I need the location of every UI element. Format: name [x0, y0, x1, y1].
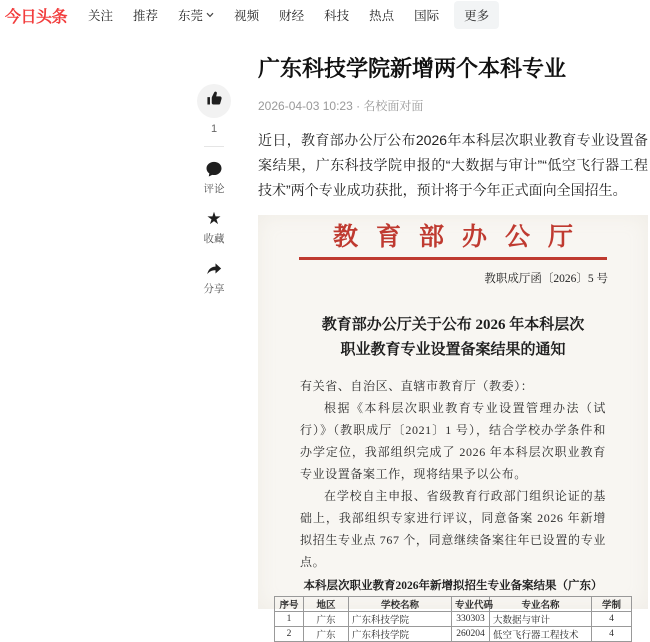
- article-meta: 2026-04-03 10:23 · 名校面对面: [258, 99, 424, 113]
- nav-item-recommend[interactable]: [128, 2, 163, 28]
- cell-major-name: 低空飞行器工程技术: [490, 627, 592, 642]
- cell-school: 广东科技学院: [349, 627, 452, 642]
- col-header-region: 地区: [304, 597, 349, 612]
- cell-duration: 4: [592, 627, 632, 642]
- cell-school: 广东科技学院: [349, 612, 452, 627]
- cell-major-name: 大数据与审计: [490, 612, 592, 627]
- like-button[interactable]: [197, 84, 231, 118]
- cell-major-code: 260204: [452, 627, 490, 642]
- cell-seq: 2: [275, 627, 304, 642]
- doc-title-line1: 教育部办公厅关于公布 2026 年本科层次: [321, 317, 585, 333]
- cell-region: 广东: [304, 627, 349, 642]
- doc-red-rule: [299, 257, 607, 260]
- doc-letterhead: 教育部办公厅: [332, 224, 591, 251]
- rail-divider: [204, 146, 224, 147]
- nav-item-tech[interactable]: [319, 2, 354, 28]
- col-header-major-code: 专业代码: [452, 597, 490, 612]
- doc-table-title: 本科层次职业教育2026年新增拟招生专业备案结果（广东）: [303, 580, 603, 592]
- nav-item-label: 视频: [234, 9, 260, 23]
- table-row: [275, 612, 632, 627]
- nav-item-video[interactable]: [229, 2, 264, 28]
- comment-icon: [197, 159, 231, 179]
- doc-title: [300, 313, 606, 363]
- favorite-label: 收藏: [203, 233, 225, 245]
- doc-title-line2: 职业教育专业设置备案结果的通知: [340, 342, 566, 358]
- cell-region: 广东: [304, 612, 349, 627]
- doc-salutation: 有关省、自治区、直辖市教育厅（教委）：: [300, 379, 534, 393]
- nav-item-label: 国际: [414, 9, 440, 23]
- share-icon: [197, 259, 231, 279]
- nav-item-label: 热点: [369, 9, 395, 23]
- doc-number: 教职成厅函〔2026〕5 号: [484, 273, 608, 285]
- document-image[interactable]: [258, 215, 648, 641]
- like-count: 1: [210, 123, 218, 135]
- doc-paragraph-1: 根据《本科层次职业教育专业设置管理办法（试行）》（教职成厅〔2021〕1 号），结合学校办学条件和办学定位，我部组织完成了 2026 年本科层次职业教育专业设置备案工作，现将结果予以公布。: [300, 401, 606, 481]
- col-header-major-name: 专业名称: [490, 597, 592, 612]
- nav-item-label: 科技: [324, 9, 350, 23]
- col-header-school: 学校名称: [349, 597, 452, 612]
- star-icon: ★: [206, 209, 222, 228]
- share-label: 分享: [203, 283, 225, 295]
- table-row: [275, 627, 632, 642]
- nav-item-label: 关注: [88, 9, 114, 23]
- cell-duration: 4: [592, 612, 632, 627]
- toutiao-logo[interactable]: 今日头条: [5, 8, 68, 26]
- thumbs-up-icon: [206, 90, 223, 112]
- favorite-button[interactable]: [197, 209, 231, 246]
- nav-item-label: 推荐: [133, 9, 159, 23]
- nav-more-label: 更多: [464, 9, 490, 23]
- nav-item-dongguan[interactable]: [173, 2, 219, 28]
- comment-label: 评论: [203, 183, 225, 195]
- doc-paragraph-2: 在学校自主申报、省级教育行政部门组织论证的基础上，我部组织专家进行评议，同意备案 2026 年新增拟招生专业点 767 个，同意继续备案往年已设置的专业点。: [300, 489, 606, 569]
- nav-item-finance[interactable]: [274, 2, 309, 28]
- doc-table: [274, 596, 632, 642]
- comment-button[interactable]: [197, 159, 231, 196]
- top-nav: [0, 0, 650, 30]
- cell-major-code: 330303: [452, 612, 490, 627]
- nav-item-label: 东莞: [178, 9, 204, 23]
- col-header-duration: 学制: [592, 597, 632, 612]
- nav-item-international[interactable]: [409, 2, 444, 28]
- nav-item-follow[interactable]: [83, 2, 118, 28]
- cell-seq: 1: [275, 612, 304, 627]
- article-title: 广东科技学院新增两个本科专业: [258, 56, 567, 81]
- nav-item-label: 财经: [279, 9, 305, 23]
- doc-body: [300, 375, 606, 573]
- share-button[interactable]: [197, 259, 231, 296]
- action-rail: [197, 84, 231, 309]
- article-column: [258, 30, 648, 641]
- nav-items: [83, 1, 499, 29]
- article-paragraph: 近日，教育部办公厅公布2026年本科层次职业教育专业设置备案结果，广东科技学院申报的“大数据与审计”“低空飞行器工程技术”两个专业成功获批，预计将于今年正式面向全国招生。: [258, 132, 648, 198]
- doc-table-header-row: [275, 597, 632, 612]
- col-header-seq: 序号: [275, 597, 304, 612]
- nav-more-button[interactable]: [454, 1, 499, 29]
- chevron-down-icon: [206, 12, 214, 18]
- nav-item-hot[interactable]: [364, 2, 399, 28]
